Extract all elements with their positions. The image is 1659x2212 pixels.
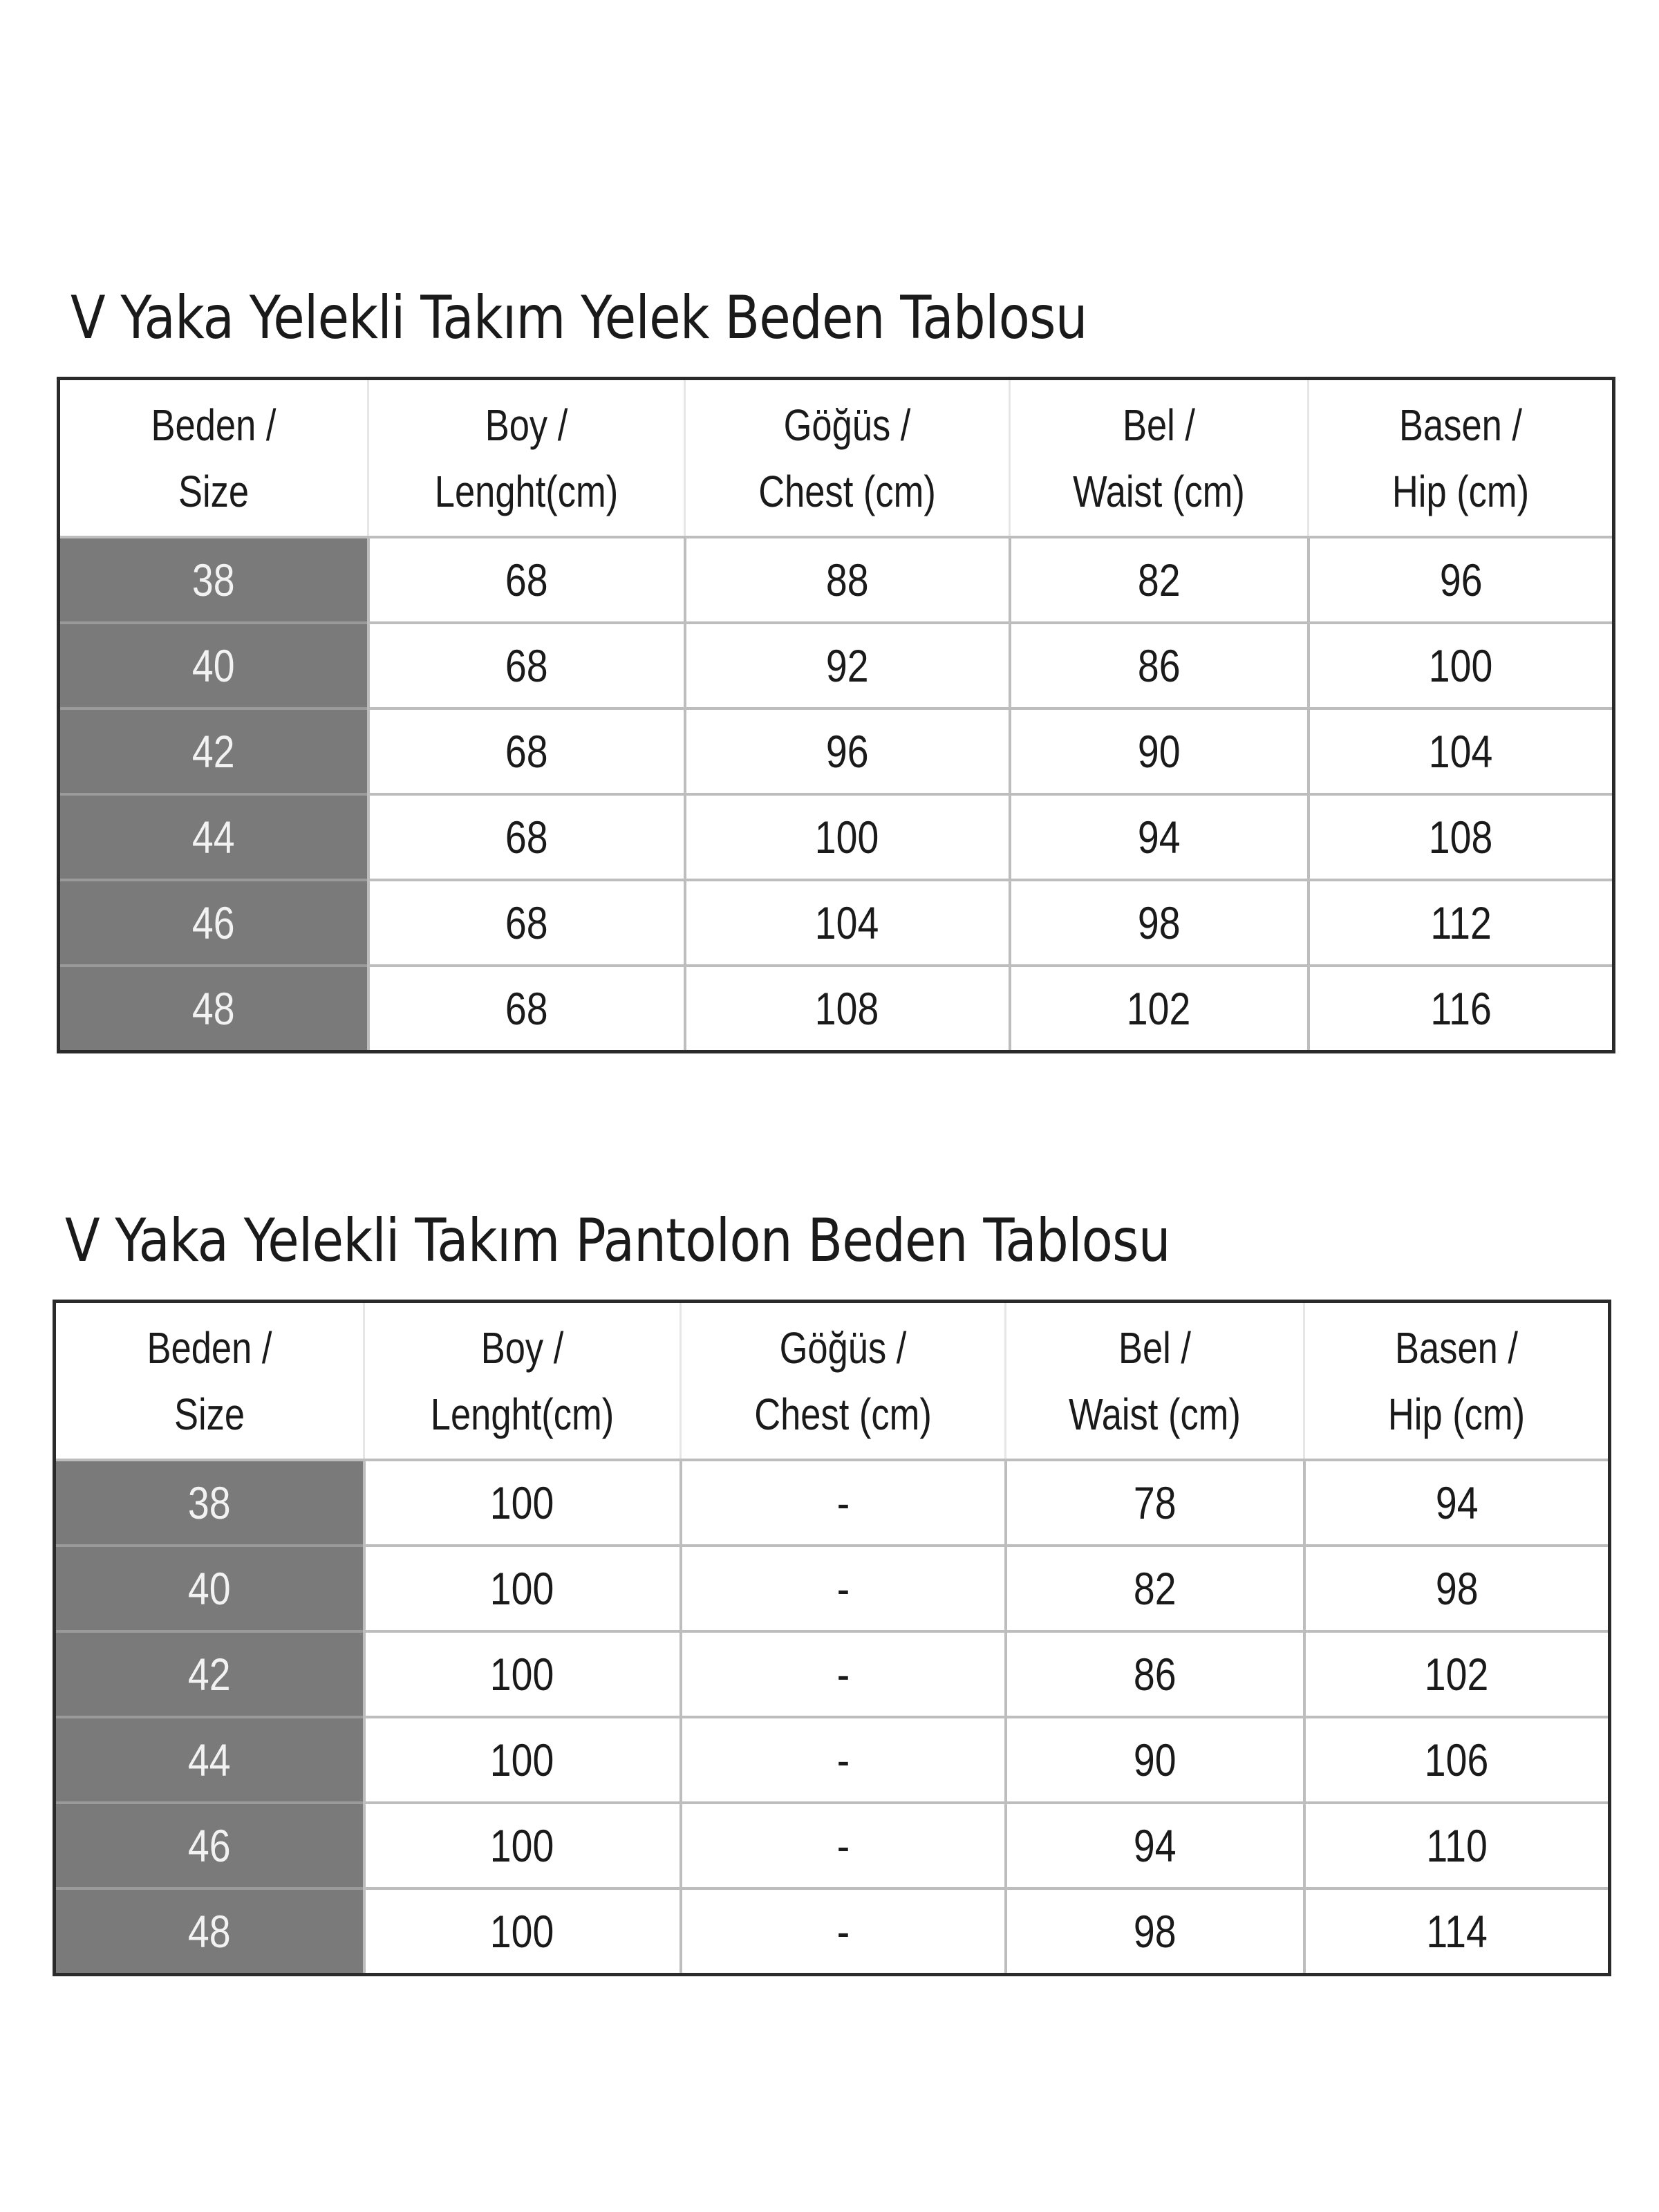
- cell-chest: [685, 709, 1010, 794]
- cell-value: 38: [191, 554, 235, 606]
- cell-value: 46: [187, 1820, 231, 1871]
- cell-waist: [1006, 1460, 1304, 1546]
- cell-waist: [1010, 623, 1309, 709]
- cell-value: 112: [1430, 897, 1492, 948]
- cell-value: -: [836, 1906, 850, 1957]
- column-header-length: [364, 1302, 681, 1461]
- column-header-chest: [681, 1302, 1006, 1461]
- cell-value: 98: [1435, 1563, 1479, 1614]
- cell-size: [55, 1888, 364, 1975]
- column-header-waist: [1010, 379, 1309, 538]
- cell-chest: [685, 623, 1010, 709]
- cell-value: 90: [1137, 726, 1181, 777]
- cell-value: 42: [187, 1649, 231, 1700]
- cell-value: 100: [1428, 640, 1493, 691]
- column-header-line: Chest (cm): [758, 466, 936, 516]
- cell-size: [59, 537, 368, 623]
- cell-value: -: [836, 1734, 850, 1785]
- cell-size: [59, 623, 368, 709]
- column-header-length: [368, 379, 685, 538]
- column-header-line: Hip (cm): [1391, 466, 1530, 516]
- cell-value: 86: [1137, 640, 1181, 691]
- cell-value: 90: [1133, 1734, 1177, 1785]
- cell-value: -: [836, 1649, 850, 1700]
- cell-value: 102: [1424, 1649, 1489, 1700]
- table-row: [59, 966, 1614, 1052]
- table-row: [55, 1717, 1610, 1803]
- cell-length: [364, 1717, 681, 1803]
- cell-value: 106: [1424, 1734, 1489, 1785]
- cell-hip: [1304, 1631, 1610, 1717]
- cell-value: 82: [1137, 554, 1181, 606]
- cell-waist: [1010, 709, 1309, 794]
- cell-value: 68: [505, 640, 548, 691]
- cell-value: 100: [490, 1477, 554, 1528]
- cell-value: 92: [825, 640, 869, 691]
- column-header-line: Chest (cm): [754, 1389, 932, 1439]
- table-row: [55, 1888, 1610, 1975]
- cell-value: 82: [1133, 1563, 1177, 1614]
- table-row: [59, 794, 1614, 880]
- cell-chest: [681, 1631, 1006, 1717]
- table-row: [55, 1546, 1610, 1631]
- trousers-size-table: [53, 1300, 1611, 1976]
- cell-chest: [685, 794, 1010, 880]
- cell-value: 98: [1137, 897, 1181, 948]
- cell-length: [364, 1888, 681, 1975]
- cell-waist: [1006, 1803, 1304, 1888]
- cell-waist: [1006, 1631, 1304, 1717]
- column-header-hip: [1309, 379, 1614, 538]
- cell-value: 48: [191, 983, 235, 1034]
- cell-size: [59, 709, 368, 794]
- column-header-line: Boy /: [480, 1322, 564, 1373]
- cell-value: 100: [815, 812, 879, 863]
- cell-length: [364, 1803, 681, 1888]
- cell-size: [55, 1717, 364, 1803]
- cell-length: [368, 966, 685, 1052]
- column-header-line: Waist (cm): [1069, 1389, 1241, 1439]
- cell-hip: [1309, 709, 1614, 794]
- cell-size: [59, 966, 368, 1052]
- column-header-line: Lenght(cm): [430, 1389, 615, 1439]
- cell-value: 100: [490, 1906, 554, 1957]
- cell-value: -: [836, 1563, 850, 1614]
- table-header-row: [59, 379, 1614, 538]
- cell-value: 104: [815, 897, 879, 948]
- cell-value: 88: [825, 554, 869, 606]
- column-header-line: Lenght(cm): [434, 466, 619, 516]
- cell-value: 96: [825, 726, 869, 777]
- column-header-line: Hip (cm): [1387, 1389, 1526, 1439]
- cell-chest: [685, 537, 1010, 623]
- trousers-table-title: V Yaka Yelekli Takım Pantolon Beden Tablosu: [65, 1206, 1170, 1275]
- cell-size: [59, 794, 368, 880]
- cell-hip: [1309, 966, 1614, 1052]
- cell-length: [368, 709, 685, 794]
- cell-value: -: [836, 1820, 850, 1871]
- cell-value: 38: [187, 1477, 231, 1528]
- column-header-line: Göğüs /: [783, 400, 911, 450]
- cell-chest: [685, 966, 1010, 1052]
- table-row: [59, 880, 1614, 966]
- cell-value: 42: [191, 726, 235, 777]
- cell-hip: [1304, 1460, 1610, 1546]
- table-row: [55, 1631, 1610, 1717]
- cell-hip: [1304, 1888, 1610, 1975]
- cell-hip: [1309, 794, 1614, 880]
- column-header-size: [55, 1302, 364, 1461]
- cell-value: 86: [1133, 1649, 1177, 1700]
- vest-size-table: [57, 377, 1615, 1053]
- cell-waist: [1006, 1888, 1304, 1975]
- cell-length: [368, 794, 685, 880]
- cell-chest: [681, 1546, 1006, 1631]
- cell-value: 108: [1428, 812, 1493, 863]
- cell-value: 48: [187, 1906, 231, 1957]
- cell-value: 100: [490, 1734, 554, 1785]
- cell-value: 68: [505, 726, 548, 777]
- cell-value: 98: [1133, 1906, 1177, 1957]
- vest-table-title: V Yaka Yelekli Takım Yelek Beden Tablosu: [71, 283, 1087, 353]
- column-header-line: Bel /: [1118, 1322, 1192, 1373]
- cell-value: 102: [1127, 983, 1191, 1034]
- cell-value: 94: [1133, 1820, 1177, 1871]
- cell-value: 96: [1439, 554, 1483, 606]
- cell-hip: [1309, 880, 1614, 966]
- cell-length: [364, 1631, 681, 1717]
- table-header-row: [55, 1302, 1610, 1461]
- cell-size: [55, 1631, 364, 1717]
- cell-size: [55, 1460, 364, 1546]
- cell-waist: [1010, 966, 1309, 1052]
- cell-size: [55, 1803, 364, 1888]
- cell-value: 100: [490, 1563, 554, 1614]
- cell-hip: [1304, 1803, 1610, 1888]
- cell-length: [364, 1546, 681, 1631]
- cell-hip: [1304, 1717, 1610, 1803]
- cell-length: [368, 623, 685, 709]
- column-header-line: Beden /: [151, 400, 276, 450]
- cell-value: 46: [191, 897, 235, 948]
- column-header-line: Waist (cm): [1073, 466, 1245, 516]
- cell-waist: [1010, 537, 1309, 623]
- column-header-line: Basen /: [1399, 400, 1522, 450]
- cell-value: 40: [187, 1563, 231, 1614]
- cell-hip: [1304, 1546, 1610, 1631]
- cell-waist: [1010, 794, 1309, 880]
- table-row: [55, 1803, 1610, 1888]
- table-row: [59, 537, 1614, 623]
- cell-value: 94: [1435, 1477, 1479, 1528]
- cell-size: [55, 1546, 364, 1631]
- table-row: [55, 1460, 1610, 1546]
- column-header-size: [59, 379, 368, 538]
- cell-chest: [681, 1460, 1006, 1546]
- table-row: [59, 623, 1614, 709]
- cell-value: 104: [1428, 726, 1493, 777]
- cell-length: [364, 1460, 681, 1546]
- cell-value: 100: [490, 1649, 554, 1700]
- cell-value: 94: [1137, 812, 1181, 863]
- cell-value: 100: [490, 1820, 554, 1871]
- cell-value: 68: [505, 812, 548, 863]
- cell-size: [59, 880, 368, 966]
- cell-hip: [1309, 623, 1614, 709]
- cell-value: 116: [1430, 983, 1492, 1034]
- cell-value: -: [836, 1477, 850, 1528]
- column-header-line: Basen /: [1395, 1322, 1518, 1373]
- cell-value: 114: [1426, 1906, 1488, 1957]
- column-header-line: Size: [174, 1389, 245, 1439]
- cell-waist: [1006, 1717, 1304, 1803]
- cell-waist: [1010, 880, 1309, 966]
- column-header-chest: [685, 379, 1010, 538]
- cell-value: 110: [1426, 1820, 1488, 1871]
- cell-chest: [681, 1717, 1006, 1803]
- column-header-waist: [1006, 1302, 1304, 1461]
- cell-value: 68: [505, 983, 548, 1034]
- cell-length: [368, 880, 685, 966]
- cell-hip: [1309, 537, 1614, 623]
- column-header-line: Bel /: [1122, 400, 1196, 450]
- column-header-line: Göğüs /: [779, 1322, 907, 1373]
- cell-chest: [681, 1888, 1006, 1975]
- cell-value: 40: [191, 640, 235, 691]
- cell-length: [368, 537, 685, 623]
- cell-value: 68: [505, 554, 548, 606]
- cell-value: 68: [505, 897, 548, 948]
- cell-waist: [1006, 1546, 1304, 1631]
- column-header-line: Beden /: [147, 1322, 272, 1373]
- column-header-hip: [1304, 1302, 1610, 1461]
- column-header-line: Boy /: [485, 400, 568, 450]
- cell-value: 108: [815, 983, 879, 1034]
- table-row: [59, 709, 1614, 794]
- column-header-line: Size: [178, 466, 250, 516]
- cell-chest: [685, 880, 1010, 966]
- cell-value: 78: [1133, 1477, 1177, 1528]
- cell-chest: [681, 1803, 1006, 1888]
- cell-value: 44: [191, 812, 235, 863]
- cell-value: 44: [187, 1734, 231, 1785]
